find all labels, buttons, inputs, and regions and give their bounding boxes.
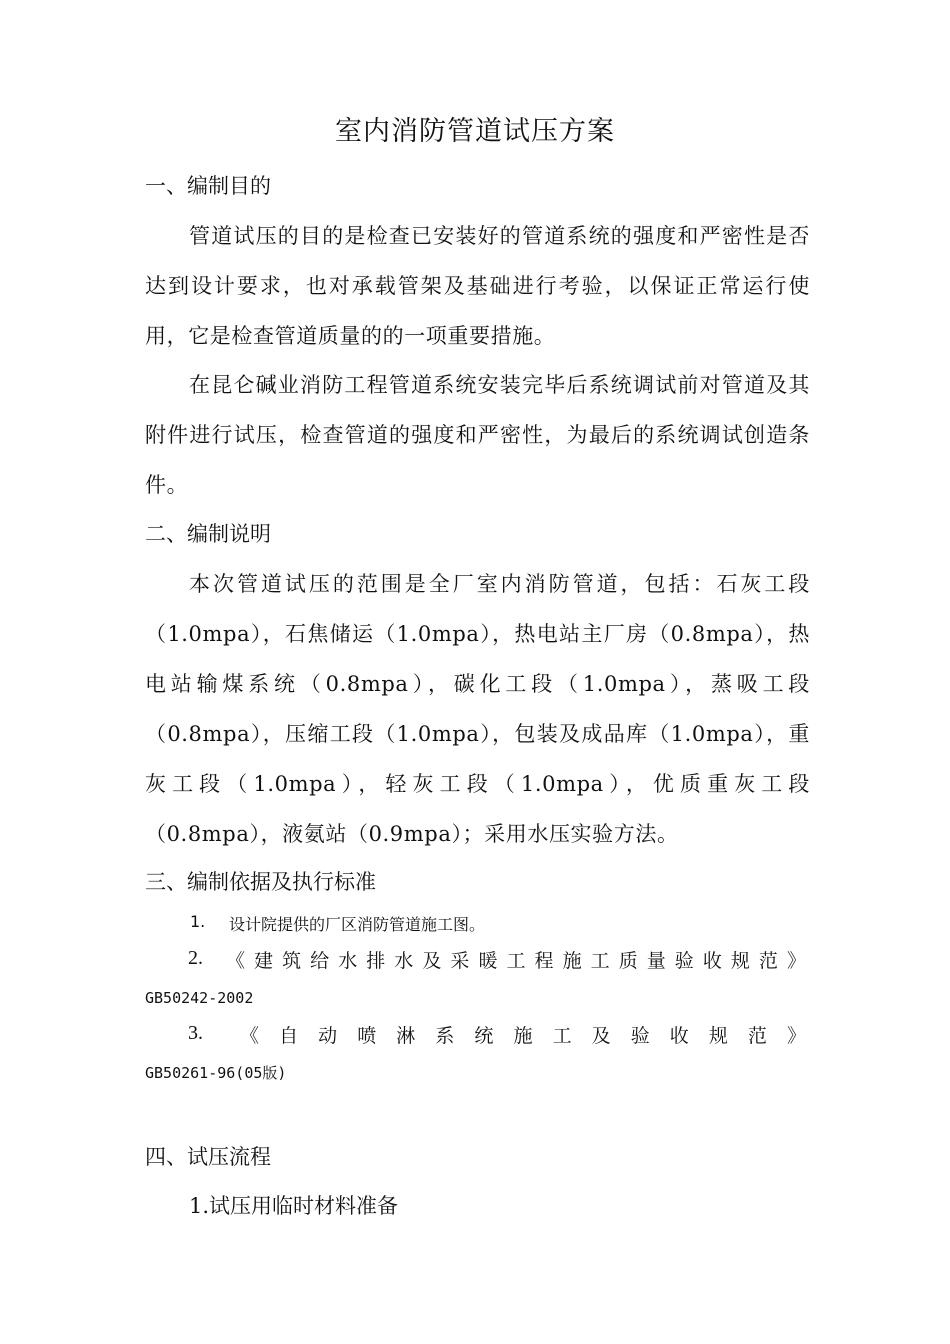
standard-item-1-number: 1. [190, 912, 206, 931]
section-heading-purpose: 一、编制目的 [145, 174, 271, 198]
standard-item-3-code: GB50261-96(05版) [145, 1064, 287, 1082]
section-heading-process: 四、试压流程 [145, 1145, 271, 1169]
standard-item-3-text: 《自动喷淋系统施工及验收规范》 [240, 1025, 806, 1047]
standard-item-2-code: GB50242-2002 [145, 989, 254, 1007]
paragraph-purpose-2: 在昆仑碱业消防工程管道系统安装完毕后系统调试前对管道及其附件进行试压，检查管道的强度和严密性，为最后的系统调试创造条件。 [145, 373, 810, 497]
paragraph-purpose-1: 管道试压的目的是检查已安装好的管道系统的强度和严密性是否达到设计要求，也对承载管架及基础进行考验，以保证正常运行使用，它是检查管道质量的的一项重要措施。 [145, 224, 810, 348]
standard-item-1-text: 设计院提供的厂区消防管道施工图。 [229, 915, 486, 934]
section-heading-description: 二、编制说明 [145, 522, 271, 546]
document-title: 室内消防管道试压方案 [335, 116, 615, 147]
standard-item-2-text: 《建筑给水排水及采暖工程施工质量验收规范》 [226, 950, 806, 972]
paragraph-scope: 本次管道试压的范围是全厂室内消防管道，包括：石灰工段（1.0mpa），石焦储运（1.0mpa），热电站主厂房（0.8mpa），热电站输煤系统（0.8mpa），碳化工段（1.0mpa），蒸吸工段（0.8mpa），压缩工段（1.0mpa），包装及成品库（1.0mpa），重灰工段（1.0mpa），轻灰工段（1.0mpa），优质重灰工段（0.8mpa），液氨站（0.9mpa）；采用水压实验方法。 [145, 572, 810, 846]
section-heading-standards: 三、编制依据及执行标准 [145, 870, 376, 894]
standard-item-2-number: 2. [188, 947, 203, 969]
standard-item-3-number: 3. [188, 1022, 203, 1044]
subheading-material-preparation: 1.试压用临时材料准备 [189, 1194, 399, 1218]
